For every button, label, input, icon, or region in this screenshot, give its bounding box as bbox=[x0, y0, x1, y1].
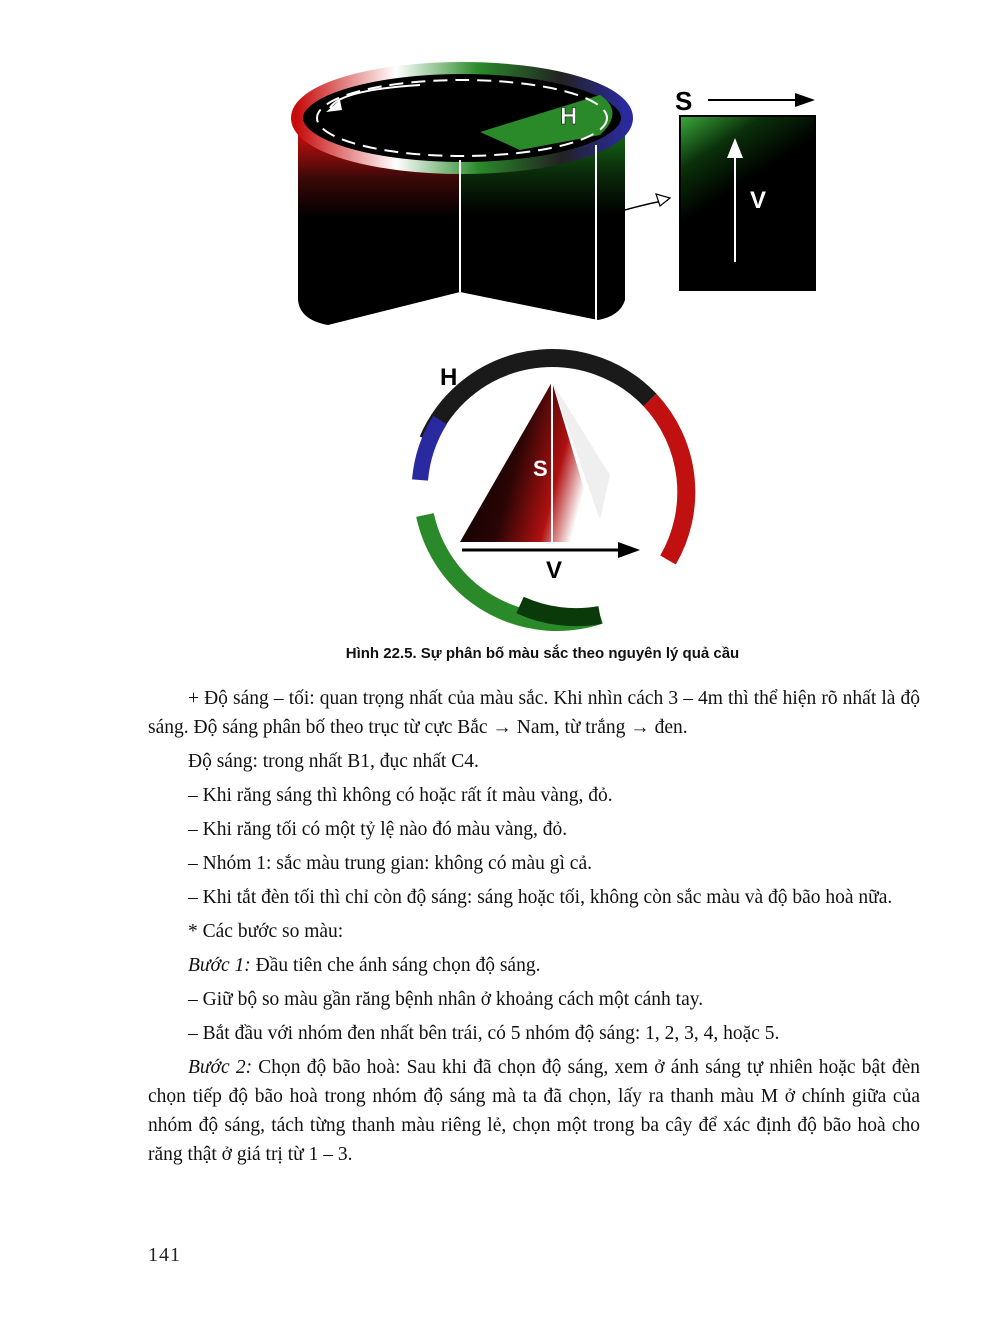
inset-box bbox=[680, 116, 815, 290]
paragraph-step-2 bbox=[148, 1053, 920, 1169]
figure-caption: Hình 22.5. Sự phân bố màu sắc theo nguyên lý quả cầu bbox=[345, 645, 740, 662]
step-2-label: Bước 2: bbox=[188, 1057, 253, 1078]
saturation-value-inset bbox=[675, 86, 815, 290]
circle-s-label: S bbox=[533, 456, 548, 481]
inset-pointer-arrowhead bbox=[656, 194, 670, 206]
paragraph-steps-heading: * Các bước so màu: bbox=[188, 921, 344, 942]
step-1-label: Bước 1: bbox=[188, 955, 251, 976]
paragraph-bright-teeth: – Khi răng sáng thì không có hoặc rất ít màu vàng, đỏ. bbox=[188, 785, 613, 806]
paragraph-start-darkest: – Bắt đầu với nhóm đen nhất bên trái, có 5 nhóm độ sáng: 1, 2, 3, 4, hoặc 5. bbox=[188, 1023, 780, 1044]
page-number: 141 bbox=[148, 1244, 181, 1266]
paragraph-brightness: + Độ sáng – tối: quan trọng nhất của màu sắc. Khi nhìn cách 3 – 4m thì thể hiện rõ nhất là độ sáng. Độ sáng phân bố theo trục từ cực Bắc → Nam, từ trắng → đen. bbox=[148, 688, 920, 738]
hsv-cylinder bbox=[297, 68, 627, 325]
color-sphere-figure bbox=[0, 0, 1000, 640]
hsv-circle-diagram bbox=[420, 358, 686, 622]
v-axis-arrowhead bbox=[618, 542, 640, 558]
hue-ring-red bbox=[650, 400, 686, 560]
paragraph-group-1: – Nhóm 1: sắc màu trung gian: không có màu gì cả. bbox=[188, 853, 592, 874]
paragraph-step-1 bbox=[148, 951, 920, 980]
inset-s-label: S bbox=[675, 86, 693, 116]
paragraph-brightness-range: Độ sáng: trong nhất B1, đục nhất C4. bbox=[188, 751, 479, 772]
circle-v-label: V bbox=[546, 557, 563, 584]
hue-ring-green-dark bbox=[520, 605, 600, 617]
body-text bbox=[148, 684, 920, 1174]
inset-v-label: V bbox=[750, 187, 767, 214]
circle-h-label: H bbox=[440, 364, 458, 391]
step-2-text: Chọn độ bão hoà: Sau khi đã chọn độ sáng, xem ở ánh sáng tự nhiên hoặc bật đèn chọn tiếp độ bão hoà trong nhóm độ sáng mà ta đã chọn, lấy ra thanh màu M ở chính giữa của nhóm độ sáng, tách từng thanh màu riêng lẻ, chọn một trong ba cây để xác định độ bão hoà cho răng thật ở giá trị từ 1 – 3. bbox=[148, 1057, 920, 1165]
step-1-text: Đầu tiên che ánh sáng chọn độ sáng. bbox=[250, 955, 541, 976]
cylinder-h-label: H bbox=[560, 103, 578, 130]
paragraph-lights-off: – Khi tắt đèn tối thì chỉ còn độ sáng: sáng hoặc tối, không còn sắc màu và độ bão hoà nữa. bbox=[188, 887, 893, 908]
hue-ring-blue bbox=[420, 420, 440, 480]
paragraph-hold-shade-guide: – Giữ bộ so màu gần răng bệnh nhân ở khoảng cách một cánh tay. bbox=[188, 989, 704, 1010]
saturation-triangle bbox=[460, 382, 600, 542]
paragraph-dark-teeth: – Khi răng tối có một tỷ lệ nào đó màu vàng, đỏ. bbox=[188, 819, 568, 840]
s-arrowhead bbox=[795, 93, 815, 107]
